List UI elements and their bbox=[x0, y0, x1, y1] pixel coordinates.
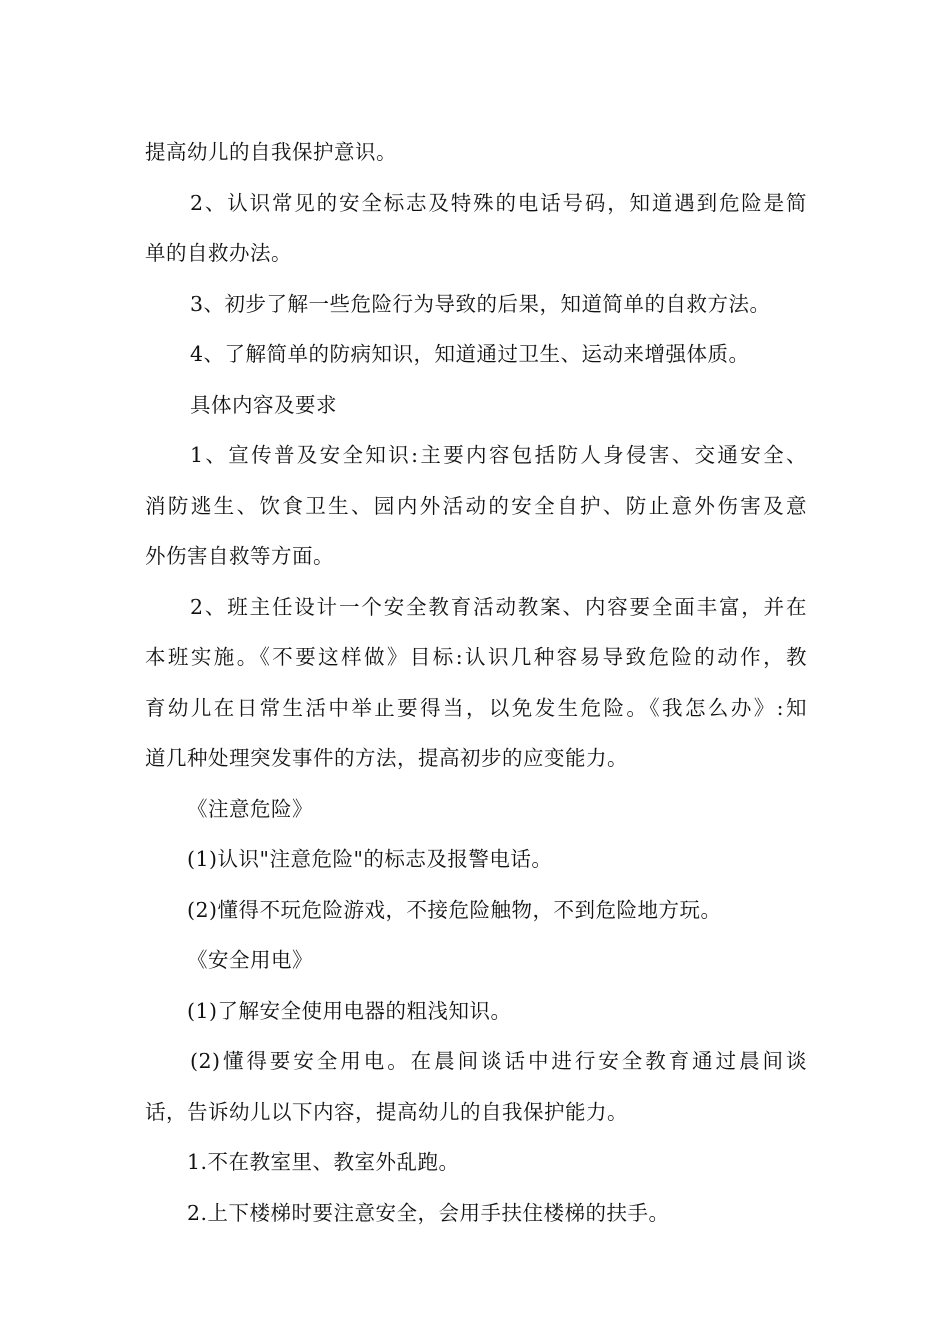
paragraph-line: 道几种处理突发事件的方法，提高初步的应变能力。 bbox=[145, 746, 628, 770]
paragraph-line: 本班实施。《不要这样做》目标:认识几种容易导致危险的动作，教 bbox=[145, 645, 807, 669]
paragraph-line: 育幼儿在日常生活中举止要得当，以免发生危险。《我怎么办》:知 bbox=[145, 695, 807, 720]
paragraph-line: 单的自救办法。 bbox=[145, 241, 292, 265]
paragraph-line: 消防逃生、饮食卫生、园内外活动的安全自护、防止意外伤害及意 bbox=[145, 493, 807, 518]
list-item: 2.上下楼梯时要注意安全，会用手扶住楼梯的扶手。 bbox=[187, 1200, 670, 1225]
list-item: (2)懂得不玩危险游戏，不接危险触物，不到危险地方玩。 bbox=[187, 897, 722, 922]
paragraph-line: 1、宣传普及安全知识:主要内容包括防人身侵害、交通安全、 bbox=[190, 443, 807, 467]
document-body bbox=[145, 127, 807, 1238]
paragraph-line: 提高幼儿的自我保护意识。 bbox=[145, 140, 397, 164]
list-item: (2)懂得要安全用电。在晨间谈话中进行安全教育通过晨间谈 bbox=[190, 1049, 807, 1073]
paragraph-line: 2、班主任设计一个安全教育活动教案、内容要全面丰富，并在 bbox=[190, 594, 807, 619]
paragraph-line: 话，告诉幼儿以下内容，提高幼儿的自我保护能力。 bbox=[145, 1099, 628, 1124]
paragraph-line: 外伤害自救等方面。 bbox=[145, 544, 334, 568]
list-item: (1)认识"注意危险"的标志及报警电话。 bbox=[187, 847, 553, 871]
list-item: 1.不在教室里、教室外乱跑。 bbox=[187, 1150, 460, 1174]
paragraph-line: 2、认识常见的安全标志及特殊的电话号码，知道遇到危险是简 bbox=[190, 190, 807, 215]
list-item: (1)了解安全使用电器的粗浅知识。 bbox=[187, 998, 512, 1023]
paragraph-line: 4、了解简单的防病知识，知道通过卫生、运动来增强体质。 bbox=[190, 342, 750, 366]
paragraph-line: 3、初步了解一些危险行为导致的后果，知道简单的自救方法。 bbox=[190, 291, 771, 316]
lesson-title: 《注意危险》 bbox=[187, 796, 313, 821]
section-heading: 具体内容及要求 bbox=[190, 392, 337, 417]
lesson-title: 《安全用电》 bbox=[187, 948, 313, 972]
